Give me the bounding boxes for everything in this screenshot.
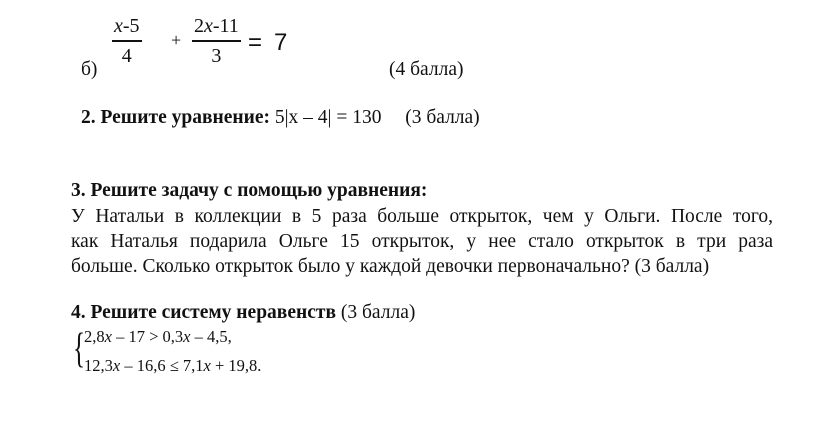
task-3-line-3: больше. Сколько открыток было у каждой девочки первоначально? (3 балла) (71, 256, 710, 277)
task-2-equation: 5|x – 4| = 130 (274, 107, 382, 128)
system-brace: { (73, 326, 86, 372)
fraction-1-numerator: x-5 (114, 15, 140, 37)
fraction-1 (112, 14, 142, 67)
fraction-2-denominator: 3 (211, 45, 222, 67)
fraction-1-bar (112, 40, 142, 42)
task-4-heading: 4. Решите систему неравенств (71, 302, 336, 323)
task-4-points: (3 балла) (340, 302, 416, 323)
task-3-line-1: У Натальи в коллекции в 5 раза больше открыток, чем у Ольги. После того, (71, 206, 773, 227)
equals-sign: = (248, 29, 263, 56)
fraction-1-denominator: 4 (121, 45, 132, 67)
inequality-2: 12,3x – 16,6 ≤ 7,1x + 19,8. (84, 356, 262, 375)
task-3-heading: 3. Решите задачу с помощью уравнения: (71, 180, 428, 201)
fraction-2-bar (192, 40, 241, 42)
task-2-heading: 2. Решите уравнение: (81, 107, 271, 128)
part-b-points: (4 балла) (389, 59, 464, 80)
task-2 (81, 107, 480, 129)
fraction-2 (192, 14, 241, 67)
fraction-2-numerator: 2x-11 (194, 15, 239, 37)
task-3-line-2: как Наталья подарила Ольге 15 открыток, у нее стало открыток в три раза (71, 231, 773, 252)
task-4 (71, 302, 415, 324)
plus-sign: + (171, 30, 182, 50)
task-3-text (71, 204, 773, 279)
task-2-points: (3 балла) (405, 107, 480, 128)
inequality-1: 2,8x – 17 > 0,3x – 4,5, (84, 327, 232, 346)
part-b-label: б) (81, 59, 98, 80)
equation-rhs: 7 (274, 29, 288, 56)
